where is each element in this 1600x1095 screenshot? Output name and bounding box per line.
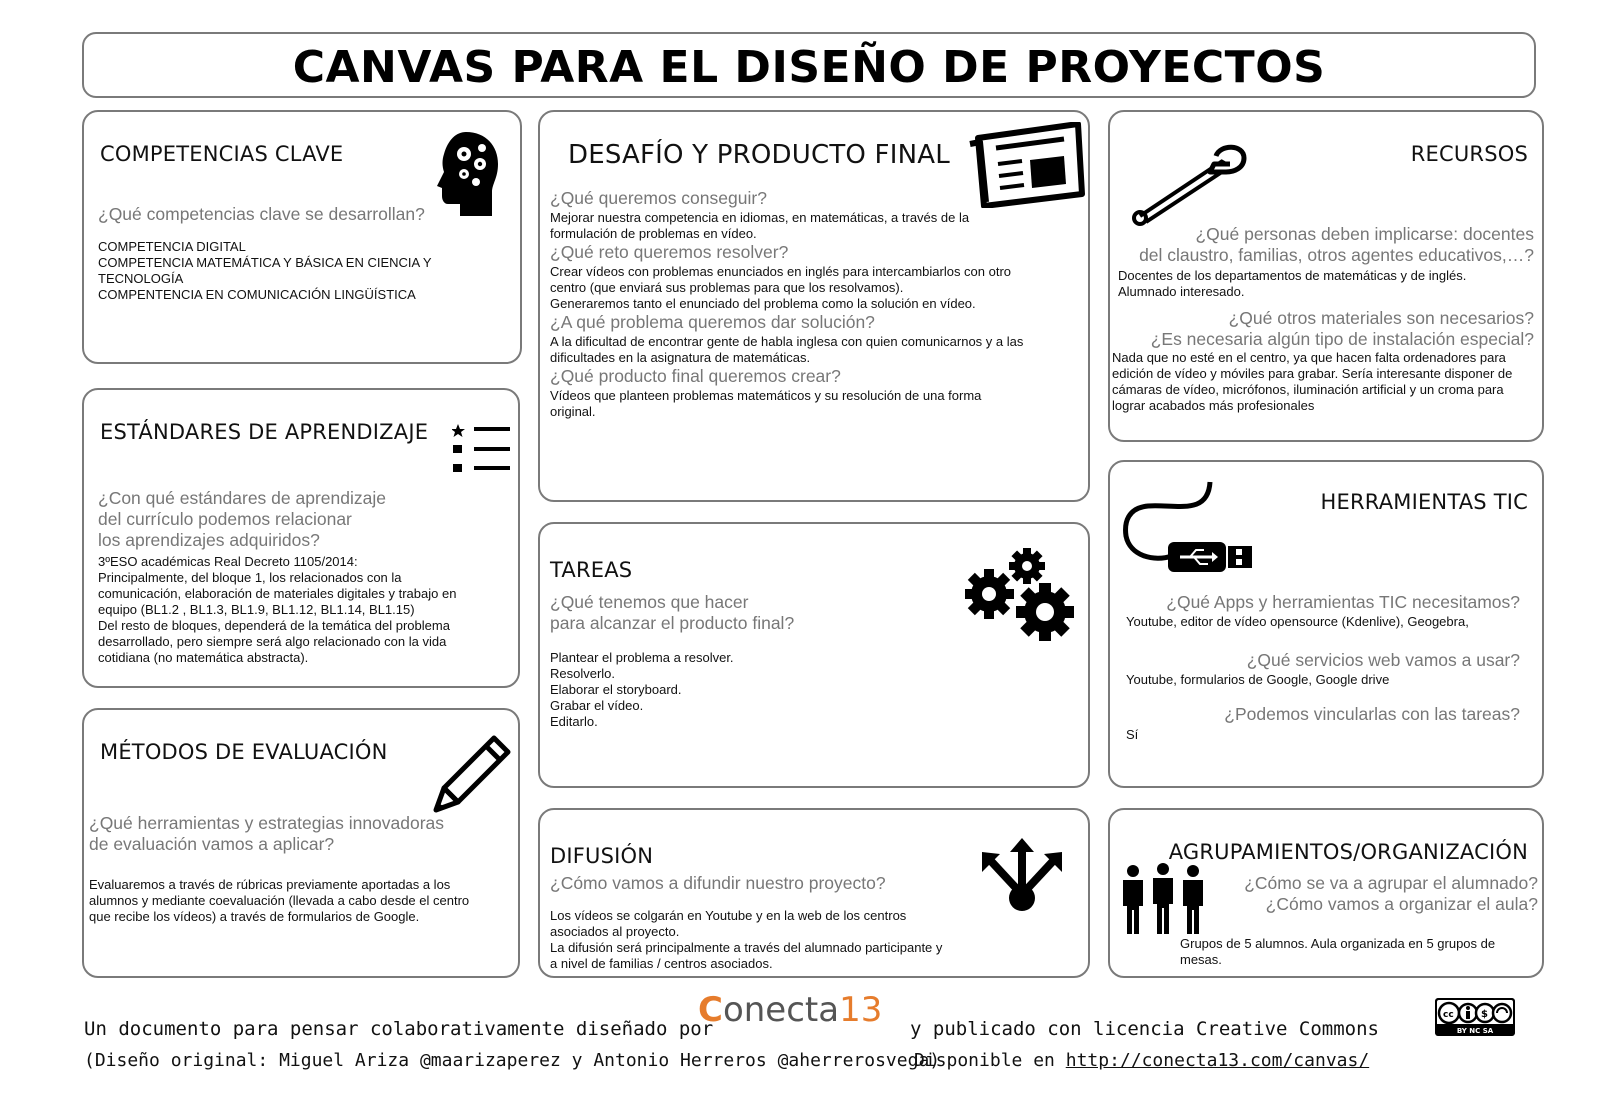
tic-heading: HERRAMIENTAS TIC	[1320, 490, 1528, 514]
recursos-q1: ¿Qué personas deben implicarse: docentes del claustro, familias, otros agentes educativos,…?	[1139, 224, 1534, 265]
evaluacion-heading: MÉTODOS DE EVALUACIÓN	[100, 740, 388, 764]
recursos-section	[1108, 110, 1544, 442]
recursos-heading: RECURSOS	[1410, 142, 1528, 166]
svg-text:$: $	[1481, 1009, 1488, 1020]
footer-line1-left: Un documento para pensar colaborativamente diseñado por	[84, 1018, 714, 1040]
title-box	[82, 32, 1536, 98]
list-icon	[452, 424, 512, 476]
tic-q1: ¿Qué Apps y herramientas TIC necesitamos?	[1166, 592, 1520, 612]
cc-license-icon	[1435, 998, 1515, 1036]
recursos-a2: Nada que no esté en el centro, ya que hacen falta ordenadores para edición de vídeo y móviles para grabar. Sería interesante disponer de cámaras de vídeo, micrófonos, iluminación artificial y un croma para lograr acabados más profesionales	[1112, 350, 1513, 413]
canvas-link[interactable]: http://conecta13.com/canvas/	[1065, 1050, 1370, 1071]
desafio-a1: Mejorar nuestra competencia en idiomas, en matemáticas, a través de la formulación de problemas en vídeo.	[550, 210, 970, 241]
recursos-a1: Docentes de los departamentos de matemáticas y de inglés. Alumnado interesado.	[1118, 268, 1467, 299]
desafio-q1: ¿Qué queremos conseguir?	[550, 188, 767, 208]
tic-section	[1108, 460, 1544, 788]
desafio-q2: ¿Qué reto queremos resolver?	[550, 242, 789, 262]
tic-q3: ¿Podemos vincularlas con las tareas?	[1224, 704, 1520, 724]
gears-icon	[965, 546, 1081, 646]
tareas-answer: Plantear el problema a resolver. Resolverlo. Elaborar el storyboard. Grabar el vídeo. Editarlo.	[550, 650, 734, 729]
tic-a2: Youtube, formularios de Google, Google drive	[1126, 672, 1390, 687]
tareas-question: ¿Qué tenemos que hacer para alcanzar el producto final?	[550, 592, 795, 633]
estandares-answer: 3ºESO académicas Real Decreto 1105/2014: Principalmente, del bloque 1, los relacionados con la comunicación, elaboración de materiales digitales y trabajo en equipo (BL1.2 , BL1.3, BL1.9, BL1.12, BL1.14, BL1.15) Del resto de bloques, dependerá de la temática del problema desarrollado, pero siempre será algo relacionado con la vida cotidiana (no matemática abstracta).	[98, 554, 457, 665]
footer-line1-right: y publicado con licencia Creative Commons	[910, 1018, 1379, 1040]
competencias-heading: COMPETENCIAS CLAVE	[100, 142, 344, 166]
agrupamientos-section	[1108, 808, 1544, 978]
tareas-heading: TAREAS	[550, 558, 633, 582]
difusion-section	[538, 808, 1090, 978]
difusion-answer: Los vídeos se colgarán en Youtube y en la web de los centros asociados al proyecto. La difusión será principalmente a través del alumnado participante y a nivel de familias / centros asociados.	[550, 908, 943, 971]
cc-labels: BY NC SA	[1456, 1027, 1494, 1035]
tareas-section	[538, 522, 1090, 788]
footer-available-label: Disponible en	[914, 1050, 1055, 1071]
difusion-heading: DIFUSIÓN	[550, 844, 654, 868]
logo-number: 13	[839, 990, 883, 1030]
evaluacion-answer: Evaluaremos a través de rúbricas previamente aportadas a los alumnos y mediante coevaluación (llevada a cabo desde el centro que recibe los vídeos) a través de formularios de Google.	[89, 877, 470, 924]
competencias-question: ¿Qué competencias clave se desarrollan?	[98, 204, 425, 224]
footer-credits: (Diseño original: Miguel Ariza @maarizaperez y Antonio Herreros @aherrerosvega)	[84, 1050, 941, 1071]
pencil-icon	[432, 734, 512, 814]
desafio-a3: A la dificultad de encontrar gente de habla inglesa con quien comunicarnos y a las dificultades en la asignatura de matemáticas.	[550, 334, 1024, 365]
estandares-heading: ESTÁNDARES DE APRENDIZAJE	[100, 420, 429, 444]
evaluacion-question: ¿Qué herramientas y estrategias innovadoras de evaluación vamos a aplicar?	[89, 813, 445, 854]
svg-text:cc: cc	[1443, 1010, 1454, 1020]
desafio-q3: ¿A qué problema queremos dar solución?	[550, 312, 875, 332]
desafio-a2: Crear vídeos con problemas enunciados en inglés para intercambiarlos con otro centro (que enviará sus problemas para que los resolvamos). Generaremos tanto el enunciado del problema como la solución en vídeo.	[550, 264, 1012, 311]
safety-pin-icon	[1130, 138, 1250, 226]
tic-a3: Sí	[1126, 727, 1139, 742]
creative-commons-badge	[1435, 998, 1515, 1036]
agrupamientos-answer: Grupos de 5 alumnos. Aula organizada en 5 grupos de mesas.	[1180, 936, 1496, 967]
competencias-answer: COMPETENCIA DIGITAL COMPETENCIA MATEMÁTICA Y BÁSICA EN CIENCIA Y TECNOLOGÍA COMPENTENCIA EN COMUNICACIÓN LINGÜÍSTICA	[98, 239, 432, 302]
share-arrows-icon	[978, 834, 1066, 914]
agrupamientos-heading: AGRUPAMIENTOS/ORGANIZACIÓN	[1168, 840, 1528, 864]
desafio-q4: ¿Qué producto final queremos crear?	[550, 366, 841, 386]
estandares-question: ¿Con qué estándares de aprendizaje del currículo podemos relacionar los aprendizajes adquiridos?	[98, 488, 386, 550]
desafio-section	[538, 110, 1090, 502]
desafio-heading: DESAFÍO Y PRODUCTO FINAL	[568, 140, 950, 170]
tic-q2: ¿Qué servicios web vamos a usar?	[1246, 650, 1520, 670]
estandares-section	[82, 388, 520, 688]
tic-a1: Youtube, editor de vídeo opensource (Kdenlive), Geogebra,	[1126, 614, 1469, 629]
recursos-q2: ¿Qué otros materiales son necesarios? ¿Es necesaria algún tipo de instalación especial?	[1150, 308, 1534, 349]
page-title: CANVAS PARA EL DISEÑO DE PROYECTOS	[292, 42, 1326, 93]
usb-cable-icon	[1118, 476, 1258, 572]
evaluacion-section	[82, 708, 520, 978]
conecta13-logo: Conecta13	[698, 990, 883, 1030]
logo-word: onecta	[722, 990, 840, 1030]
footer-availability	[914, 1050, 1369, 1071]
competencias-section	[82, 110, 522, 364]
desafio-a4: Vídeos que planteen problemas matemáticos y su resolución de una forma original.	[550, 388, 982, 419]
agrupamientos-question: ¿Cómo se va a agrupar el alumnado? ¿Cómo vamos a organizar el aula?	[1244, 873, 1538, 914]
difusion-question: ¿Cómo vamos a difundir nuestro proyecto?	[550, 873, 886, 893]
